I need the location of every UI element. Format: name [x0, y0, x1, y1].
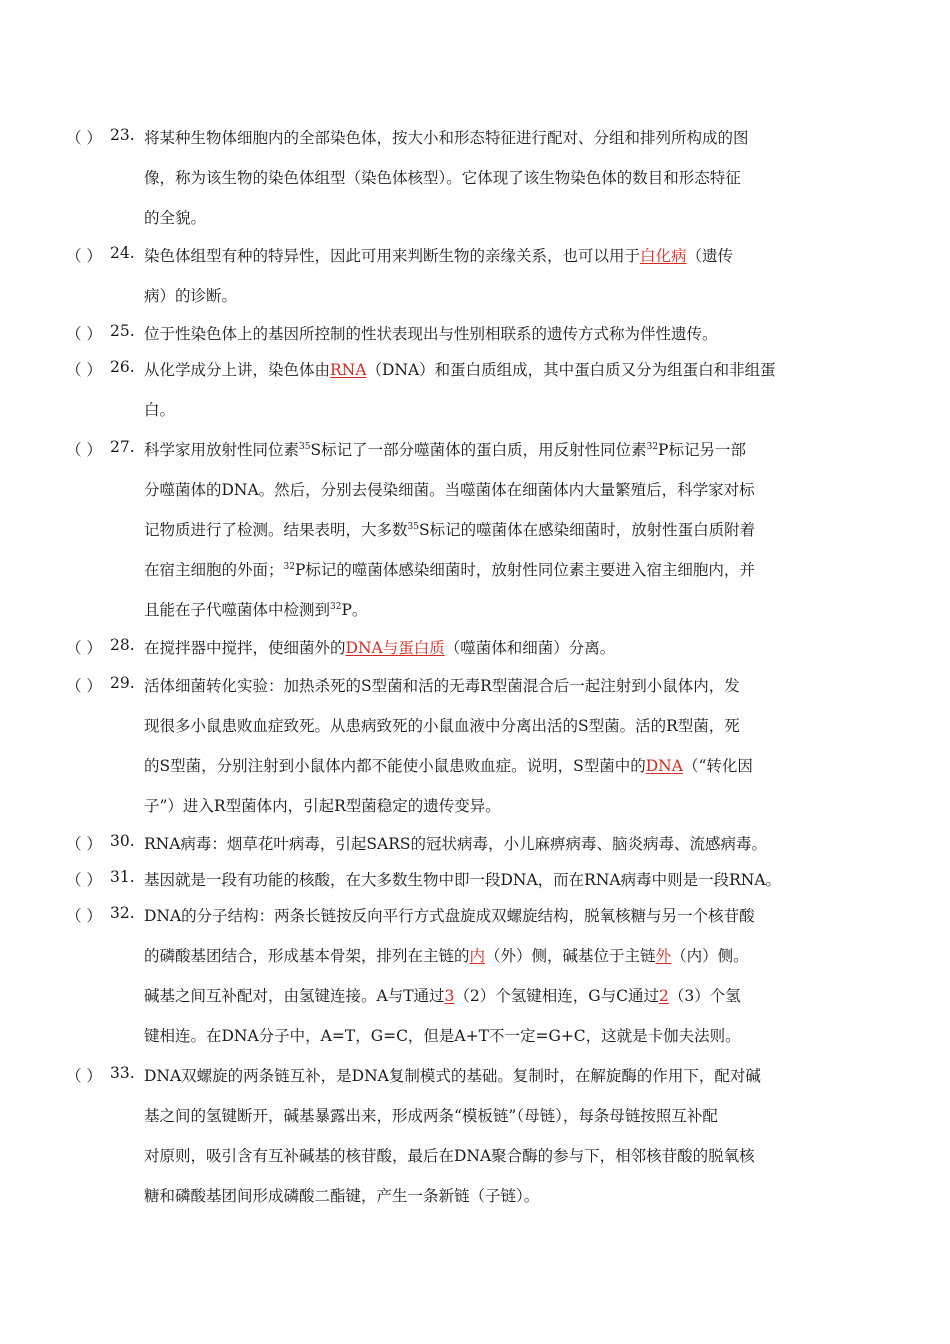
isotope-superscript: 35 — [407, 522, 419, 532]
question-text-line — [144, 636, 615, 658]
question-text-line — [144, 598, 367, 620]
question-text-line — [144, 944, 749, 966]
text-segment: S标记的噬菌体在感染细菌时，放射性蛋白质附着 — [418, 521, 756, 539]
text-segment: 白。 — [144, 401, 176, 419]
question-item — [66, 126, 826, 228]
question-item — [66, 868, 826, 890]
text-segment: 的S型菌，分别注射到小鼠体内都不能使小鼠患败血症。说明，S型菌中的 — [144, 757, 646, 775]
answer-blank[interactable]: （ ） — [66, 325, 102, 343]
question-text-line — [144, 478, 755, 500]
question-text-line — [144, 518, 755, 540]
text-segment: （“转化因 — [682, 757, 753, 775]
text-segment: 染色体组型有种的特异性，因此可用来判断生物的亲缘关系，也可以用于 — [144, 247, 641, 265]
text-segment: （2）个氢键相连，G与C通过 — [454, 987, 660, 1005]
question-item — [66, 358, 826, 420]
text-segment: 且能在子代噬菌体中检测到 — [144, 601, 331, 619]
answer-highlight: 白化病 — [640, 247, 687, 265]
question-number: 26. — [110, 358, 135, 376]
text-segment: 键相连。在DNA分子中，A=T，G=C，但是A+T不一定=G+C，这就是卡伽夫法则。 — [144, 1027, 741, 1045]
isotope-superscript: 35 — [299, 442, 311, 452]
text-segment: 基因就是一段有功能的核酸，在大多数生物中即一段DNA，而在RNA病毒中则是一段RNA。 — [144, 871, 782, 889]
text-segment: P标记另一部 — [658, 441, 746, 459]
answer-highlight: 2 — [659, 987, 669, 1005]
question-text-line — [144, 558, 755, 580]
text-segment: 子”）进入R型菌体内，引起R型菌稳定的遗传变异。 — [144, 797, 501, 815]
text-segment: 从化学成分上讲，染色体由 — [144, 361, 331, 379]
text-segment: 像，称为该生物的染色体组型（染色体核型）。它体现了该生物染色体的数目和形态特征 — [144, 169, 741, 187]
answer-highlight: 外 — [655, 947, 672, 965]
answer-blank[interactable]: （ ） — [66, 835, 102, 853]
text-segment: DNA的分子结构：两条长链按反向平行方式盘旋成双螺旋结构，脱氧核糖与另一个核苷酸 — [144, 907, 755, 925]
question-number: 31. — [110, 868, 135, 886]
text-segment: 对原则，吸引含有互补碱基的核苷酸，最后在DNA聚合酶的参与下，相邻核苷酸的脱氧核 — [144, 1147, 755, 1165]
question-text-line — [144, 1144, 755, 1166]
text-segment: 基之间的氢键断开，碱基暴露出来，形成两条“模板链”（母链），每条母链按照互补配 — [144, 1107, 718, 1125]
answer-blank[interactable]: （ ） — [66, 677, 102, 695]
question-text-line — [144, 1184, 539, 1206]
answer-highlight: 内 — [469, 947, 486, 965]
question-text-line — [144, 244, 733, 266]
question-number: 25. — [110, 322, 135, 340]
text-segment: （噬菌体和细菌）分离。 — [444, 639, 616, 657]
question-item — [66, 636, 826, 658]
text-segment: （遗传 — [686, 247, 734, 265]
answer-highlight: RNA — [330, 361, 367, 379]
question-number: 27. — [110, 438, 135, 456]
question-item — [66, 674, 826, 816]
text-segment: 碱基之间互补配对，由氢键连接。A与T通过 — [144, 987, 445, 1005]
question-number: 28. — [110, 636, 135, 654]
text-segment: 的磷酸基团结合，形成基本骨架，排列在主链的 — [144, 947, 470, 965]
text-segment: 在搅拌器中搅拌，使细菌外的 — [144, 639, 346, 657]
answer-blank[interactable]: （ ） — [66, 129, 102, 147]
question-text-line — [144, 832, 767, 854]
question-text-line — [144, 1024, 741, 1046]
text-segment: （内）侧。 — [671, 947, 749, 965]
text-segment: （3）个氢 — [668, 987, 741, 1005]
question-text-line — [144, 794, 501, 816]
question-text-line — [144, 438, 746, 460]
question-number: 24. — [110, 244, 135, 262]
question-item — [66, 1064, 826, 1206]
isotope-superscript: 32 — [330, 602, 342, 612]
question-text-line — [144, 126, 749, 148]
question-number: 29. — [110, 674, 135, 692]
question-item — [66, 322, 826, 344]
question-text-line — [144, 1104, 718, 1126]
question-item — [66, 832, 826, 854]
text-segment: 活体细菌转化实验：加热杀死的S型菌和活的无毒R型菌混合后一起注射到小鼠体内，发 — [144, 677, 740, 695]
question-text-line — [144, 358, 776, 380]
text-segment: P。 — [341, 601, 368, 619]
question-text-line — [144, 674, 740, 696]
answer-blank[interactable]: （ ） — [66, 871, 102, 889]
text-segment: DNA双螺旋的两条链互补，是DNA复制模式的基础。复制时，在解旋酶的作用下，配对碱 — [144, 1067, 761, 1085]
question-text-line — [144, 284, 237, 306]
isotope-superscript: 32 — [283, 562, 295, 572]
text-segment: 病）的诊断。 — [144, 287, 238, 305]
answer-blank[interactable]: （ ） — [66, 907, 102, 925]
question-text-line — [144, 868, 781, 890]
question-number: 33. — [110, 1064, 135, 1082]
text-segment: 的全貌。 — [144, 209, 207, 227]
text-segment: P标记的噬菌体感染细菌时，放射性同位素主要进入宿主细胞内，并 — [294, 561, 755, 579]
answer-highlight: DNA — [645, 757, 683, 775]
text-segment: 将某种生物体细胞内的全部染色体，按大小和形态特征进行配对、分组和排列所构成的图 — [144, 129, 749, 147]
text-segment: （DNA）和蛋白质组成，其中蛋白质又分为组蛋白和非组蛋 — [366, 361, 776, 379]
question-text-line — [144, 904, 755, 926]
question-item — [66, 904, 826, 1046]
text-segment: 现很多小鼠患败血症致死。从患病致死的小鼠血液中分离出活的S型菌。活的R型菌，死 — [144, 717, 740, 735]
answer-blank[interactable]: （ ） — [66, 1067, 102, 1085]
question-text-line — [144, 322, 718, 344]
question-text-line — [144, 206, 206, 228]
text-segment: 分噬菌体的DNA。然后，分别去侵染细菌。当噬菌体在细菌体内大量繁殖后，科学家对标 — [144, 481, 755, 499]
answer-blank[interactable]: （ ） — [66, 247, 102, 265]
text-segment: 糖和磷酸基团间形成磷酸二酯键，产生一条新链（子链）。 — [144, 1187, 540, 1205]
question-number: 32. — [110, 904, 135, 922]
question-item — [66, 244, 826, 306]
question-number: 30. — [110, 832, 135, 850]
answer-blank[interactable]: （ ） — [66, 441, 102, 459]
question-text-line — [144, 754, 753, 776]
answer-blank[interactable]: （ ） — [66, 639, 102, 657]
text-segment: 科学家用放射性同位素 — [144, 441, 300, 459]
isotope-superscript: 32 — [646, 442, 659, 452]
question-text-line — [144, 984, 741, 1006]
answer-highlight: 3 — [444, 987, 455, 1005]
text-segment: 在宿主细胞的外面； — [144, 561, 284, 579]
question-text-line — [144, 398, 175, 420]
question-text-line — [144, 714, 740, 736]
question-text-line — [144, 166, 741, 188]
answer-highlight: DNA与蛋白质 — [345, 639, 445, 657]
text-segment: 位于性染色体上的基因所控制的性状表现出与性别相联系的遗传方式称为伴性遗传。 — [144, 325, 718, 343]
text-segment: RNA病毒：烟草花叶病毒，引起SARS的冠状病毒，小儿麻痹病毒、脑炎病毒、流感病毒。 — [144, 835, 768, 853]
text-segment: S标记了一部分噬菌体的蛋白质，用反射性同位素 — [310, 441, 647, 459]
question-number: 23. — [110, 126, 135, 144]
answer-blank[interactable]: （ ） — [66, 361, 102, 379]
question-text-line — [144, 1064, 761, 1086]
text-segment: （外）侧，碱基位于主链 — [485, 947, 656, 965]
text-segment: 记物质进行了检测。结果表明，大多数 — [144, 521, 408, 539]
question-item — [66, 438, 826, 620]
